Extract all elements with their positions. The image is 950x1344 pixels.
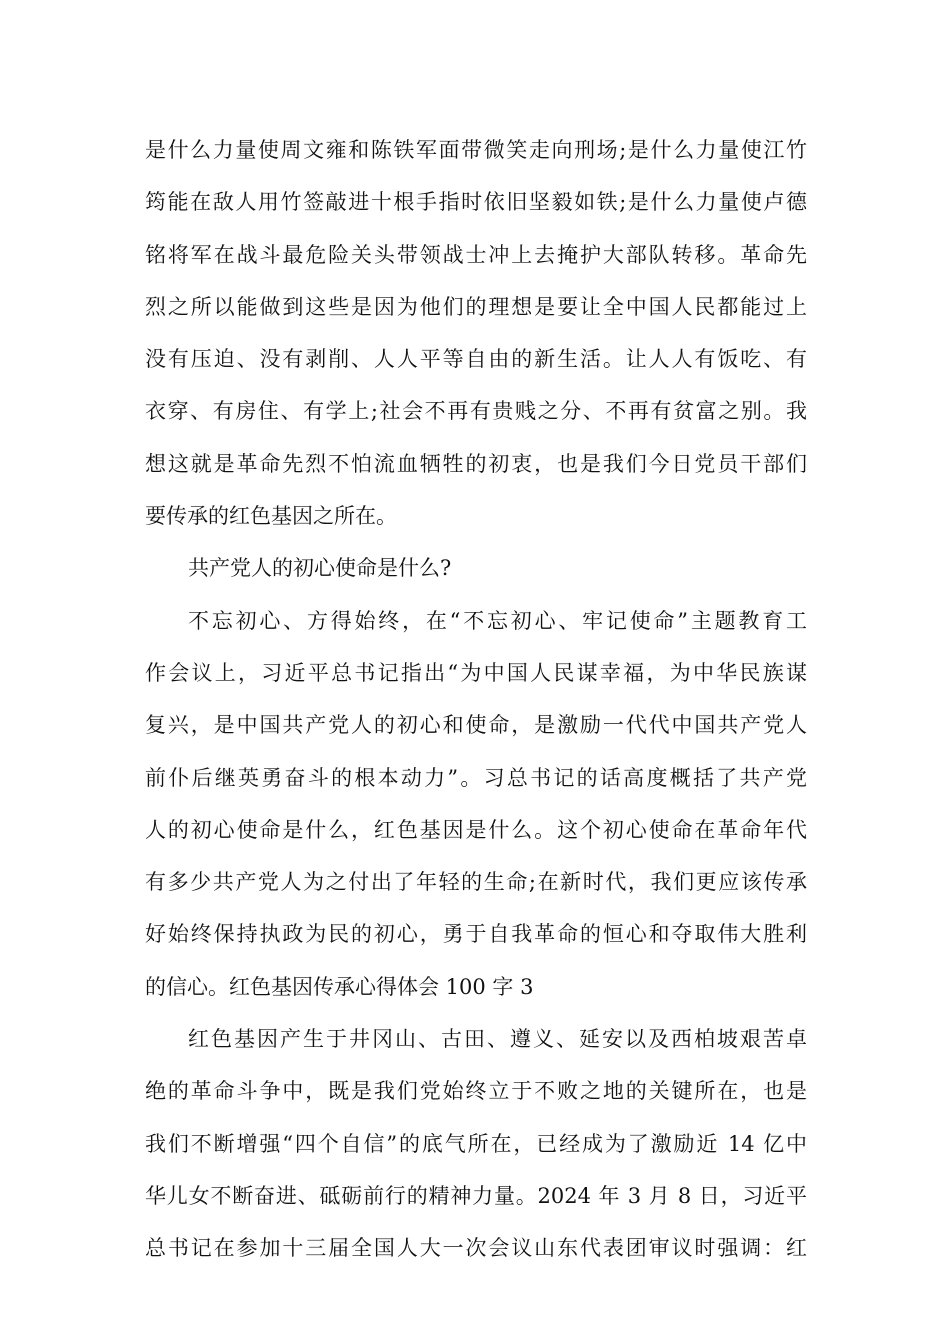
text-line: 有多少共产党人为之付出了年轻的生命;在新时代，我们更应该传承 bbox=[145, 870, 807, 895]
text-line: 人的初心使命是什么，红色基因是什么。这个初心使命在革命年代 bbox=[145, 817, 807, 842]
text-line: 没有压迫、没有剥削、人人平等自由的新生活。让人人有饭吃、有 bbox=[145, 347, 807, 372]
text-line: 铭将军在战斗最危险关头带领战士冲上去掩护大部队转移。革命先 bbox=[145, 242, 807, 267]
section-question: 共产党人的初心使命是什么? bbox=[188, 556, 452, 581]
text-line: 衣穿、有房住、有学上;社会不再有贵贱之分、不再有贫富之别。我 bbox=[145, 399, 807, 424]
text-line: 前仆后继英勇奋斗的根本动力”。习总书记的话高度概括了共产党 bbox=[145, 765, 807, 790]
text-line: 是什么力量使周文雍和陈铁军面带微笑走向刑场;是什么力量使江竹 bbox=[145, 138, 807, 162]
text-line: 作会议上，习近平总书记指出“为中国人民谋幸福，为中华民族谋 bbox=[145, 660, 807, 685]
text-line: 总书记在参加十三届全国人大一次会议山东代表团审议时强调：红 bbox=[145, 1236, 807, 1261]
text-line: 我们不断增强“四个自信”的底气所在，已经成为了激励近 14 亿中 bbox=[145, 1131, 807, 1156]
text-line: 的信心。红色基因传承心得体会 100 字 3 bbox=[145, 974, 534, 999]
text-line: 想这就是革命先烈不怕流血牺牲的初衷，也是我们今日党员干部们 bbox=[145, 451, 807, 476]
text-line: 烈之所以能做到这些是因为他们的理想是要让全中国人民都能过上 bbox=[145, 294, 807, 319]
text-line: 华儿女不断奋进、砥砺前行的精神力量。2024 年 3 月 8 日，习近平 bbox=[145, 1183, 807, 1208]
text-line: 不忘初心、方得始终，在“不忘初心、牢记使命”主题教育工 bbox=[188, 608, 807, 633]
text-line: 好始终保持执政为民的初心，勇于自我革命的恒心和夺取伟大胜利 bbox=[145, 922, 807, 947]
document-page bbox=[145, 124, 807, 1275]
text-line: 红色基因产生于井冈山、古田、遵义、延安以及西柏坡艰苦卓 bbox=[188, 1027, 807, 1052]
text-line: 筠能在敌人用竹签敲进十根手指时依旧坚毅如铁;是什么力量使卢德 bbox=[145, 190, 807, 215]
text-line: 复兴，是中国共产党人的初心和使命，是激励一代代中国共产党人 bbox=[145, 713, 807, 738]
text-line: 要传承的红色基因之所在。 bbox=[145, 504, 397, 529]
text-line: 绝的革命斗争中，既是我们党始终立于不败之地的关键所在，也是 bbox=[145, 1079, 807, 1104]
